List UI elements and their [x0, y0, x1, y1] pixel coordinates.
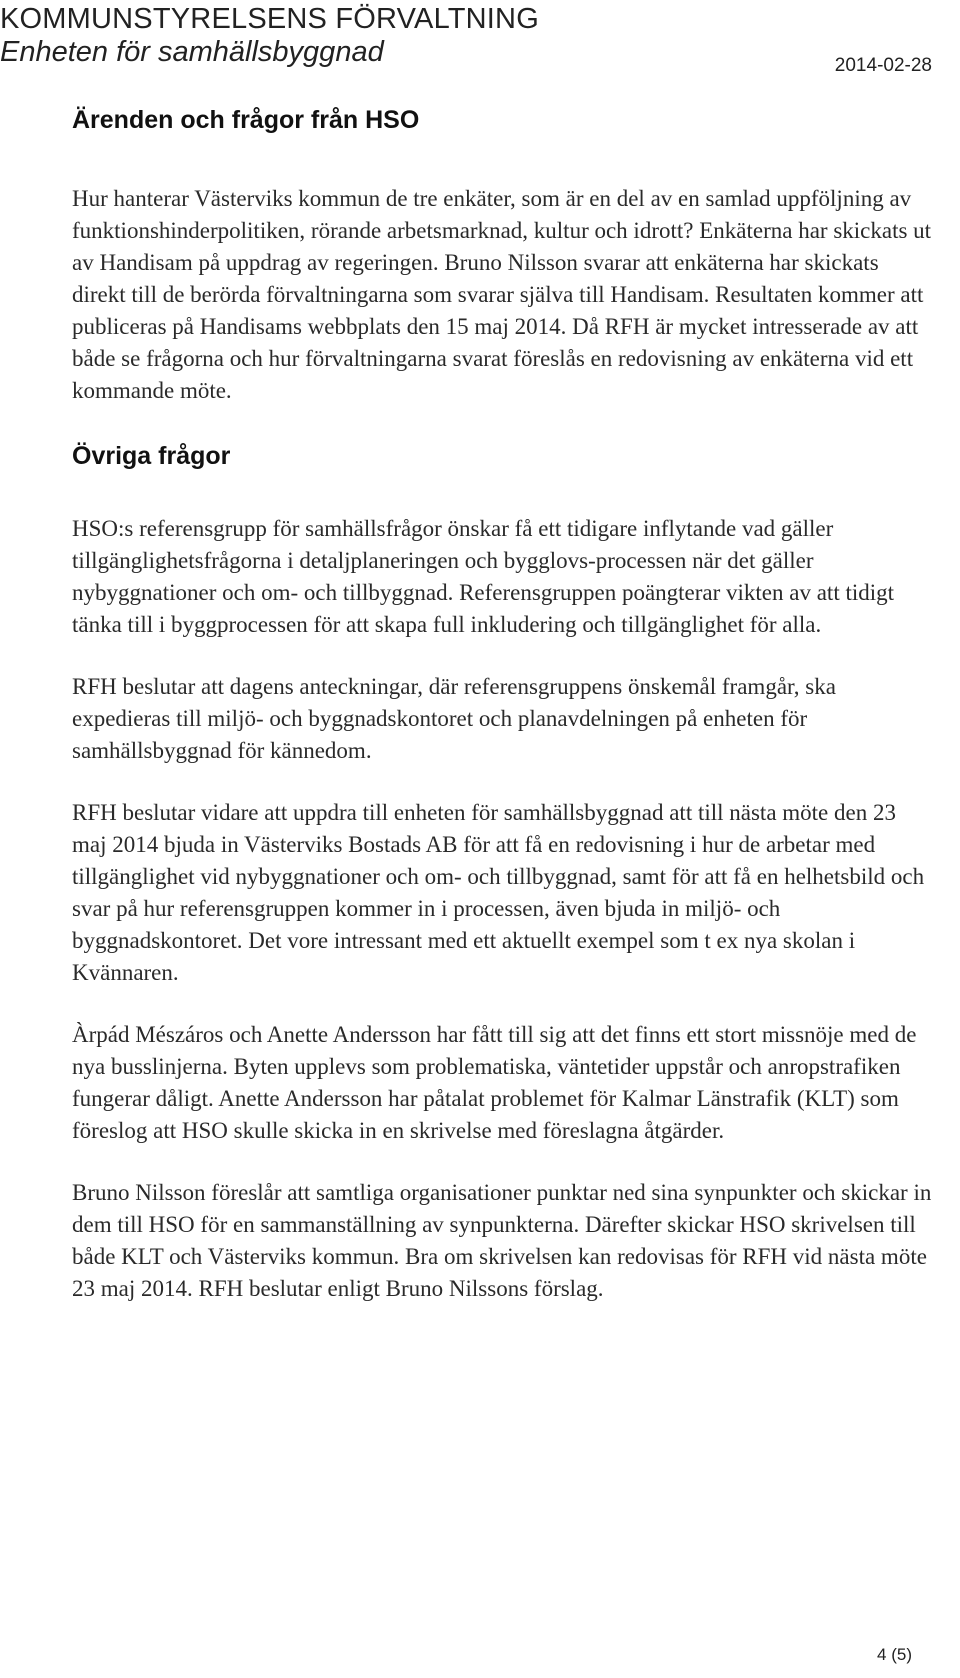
document-body — [72, 105, 932, 1305]
paragraph-other-5: Bruno Nilsson föreslår att samtliga organisationer punktar ned sina synpunkter och skickar in dem till HSO för en sammanställning av synpunkterna. Därefter skickar HSO skrivelsen till både KLT och Västerviks kommun. Bra om skrivelsen kan redovisas för RFH vid nästa möte 23 maj 2014. RFH beslutar enligt Bruno Nilssons förslag. — [72, 1180, 932, 1301]
section-heading-other: Övriga frågor — [72, 442, 231, 470]
document-header — [0, 2, 539, 68]
section-heading-hso: Ärenden och frågor från HSO — [72, 106, 420, 134]
organization-name: KOMMUNSTYRELSENS FÖRVALTNING — [0, 3, 539, 35]
paragraph-other-4: Àrpád Mészáros och Anette Andersson har fått till sig att det finns ett stort missnöje med de nya busslinjerna. Byten upplevs som problematiska, väntetider uppstår och anropstrafiken fungerar dåligt. Anette Andersson har påtalat problemet för Kalmar Länstrafik (KLT) som föreslog att HSO skulle skicka in en skrivelse med föreslagna åtgärder. — [72, 1022, 917, 1143]
paragraph-other-2: RFH beslutar att dagens anteckningar, där referensgruppens önskemål framgår, ska expedieras till miljö- och byggnadskontoret och planavdelningen på enheten för samhällsbyggnad för kännedom. — [72, 674, 836, 763]
paragraph-other-1: HSO:s referensgrupp för samhällsfrågor önskar få ett tidigare inflytande vad gäller tillgänglighetsfrågorna i detaljplaneringen och bygglovs-processen när det gäller nybyggnationer och om- och tillbyggnad. Referensgruppen poängterar vikten av att tidigt tänka till i byggprocessen för att skapa full inkludering och tillgänglighet för alla. — [72, 516, 895, 637]
page-number: 4 (5) — [877, 1645, 912, 1664]
document-date: 2014-02-28 — [834, 55, 932, 76]
paragraph-hso: Hur hanterar Västerviks kommun de tre enkäter, som är en del av en samlad uppföljning av funktionshinderpolitiken, rörande arbetsmarknad, kultur och idrott? Enkäterna har skickats ut av Handisam på uppdrag av regeringen. Bruno Nilsson svarar att enkäterna har skickats direkt till de berörda förvaltningarna som svarar själva till Handisam. Resultaten kommer att publiceras på Handisams webbplats den 15 maj 2014. Då RFH är mycket intresserade av att både se frågorna och hur förvaltningarna svarat föreslås en redovisning av enkäterna vid ett kommande möte. — [72, 186, 932, 403]
paragraph-other-3: RFH beslutar vidare att uppdra till enheten för samhällsbyggnad att till nästa möte den 23 maj 2014 bjuda in Västerviks Bostads AB för att få en redovisning i hur de arbetar med tillgänglighet vid nybyggnationer och om- och tillbyggnad, samt för att få en helhetsbild och svar på hur referensgruppen kommer in i processen, även bjuda in miljö- och byggnadskontoret. Det vore intressant med ett aktuellt exempel som t ex nya skolan i Kvännaren. — [72, 800, 925, 985]
unit-name: Enheten för samhällsbyggnad — [0, 36, 384, 68]
